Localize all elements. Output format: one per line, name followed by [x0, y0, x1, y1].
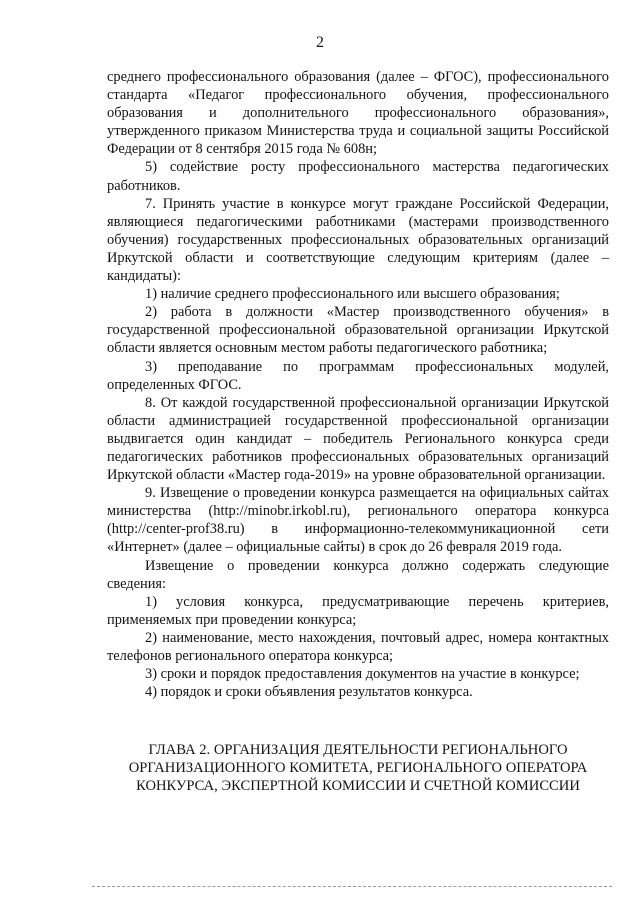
- paragraph-criterion-2: 2) работа в должности «Мастер производственного обучения» в государственной профессиональной образовательной организации Иркутской области является основным местом работы педагогического работника;: [107, 304, 609, 357]
- paragraph-criterion-1: 1) наличие среднего профессионального или высшего образования;: [145, 286, 560, 303]
- chapter-heading-line: ГЛАВА 2. ОРГАНИЗАЦИЯ ДЕЯТЕЛЬНОСТИ РЕГИОНАЛЬНОГО: [148, 742, 568, 758]
- paragraph-notice-3: 3) сроки и порядок предоставления документов на участие в конкурсе;: [145, 666, 580, 683]
- paragraph-notice-2: 2) наименование, место нахождения, почтовый адрес, номера контактных телефонов регионального оператора конкурса;: [107, 629, 609, 664]
- paragraph-notice-1: 1) условия конкурса, предусматривающие перечень критериев, применяемых при проведении конкурса;: [107, 593, 609, 628]
- paragraph-item-8: 8. От каждой государственной профессиональной организации Иркутской области администрацией государственной профессиональной организации выдвигается один кандидат – победитель Регионального конкурса среди педагогических работников профессиональных образовательных организаций Иркутской области «Мастер года-2019» на уровне образовательной организации.: [107, 394, 609, 484]
- chapter-heading-line: ОРГАНИЗАЦИОННОГО КОМИТЕТА, РЕГИОНАЛЬНОГО ОПЕРАТОРА: [128, 760, 588, 777]
- document-body: [107, 68, 609, 701]
- paragraph-notice-contents: Извещение о проведении конкурса должно содержать следующие сведения:: [107, 557, 609, 592]
- page-number: 2: [316, 34, 324, 51]
- paragraph-criterion-3: 3) преподавание по программам профессиональных модулей, определенных ФГОС.: [107, 358, 609, 393]
- paragraph-notice-4: 4) порядок и сроки объявления результатов конкурса.: [145, 684, 473, 701]
- paragraph-item-7: 7. Принять участие в конкурсе могут граждане Российской Федерации, являющиеся педагогическими работниками (мастерами производственного обучения) государственных профессиональных образовательных организаций Иркутской области и соответствующие следующим критериям (далее – кандидаты):: [107, 195, 609, 285]
- scan-edge-line: [92, 886, 612, 887]
- paragraph-item-9: 9. Извещение о проведении конкурса размещается на официальных сайтах министерства (http://minobr.irkobl.ru), регионального оператора конкурса (http://center-prof38.ru) в информационно-телекоммуникационной сети «Интернет» (далее – официальные сайты) в срок до 26 февраля 2019 года.: [107, 485, 609, 556]
- chapter-heading-line: КОНКУРСА, ЭКСПЕРТНОЙ КОМИССИИ И СЧЕТНОЙ КОМИССИИ: [136, 778, 580, 795]
- paragraph-goal-5: 5) содействие росту профессионального мастерства педагогических работников.: [107, 159, 609, 194]
- paragraph-fgos-continuation: среднего профессионального образования (далее – ФГОС), профессионального стандарта «Педагог профессионального обучения, профессионального образования и дополнительного профессионального образования», утвержденного приказом Министерства труда и социальной защиты Российской Федерации от 8 сентября 2015 года № 608н;: [107, 69, 609, 158]
- chapter-heading: [107, 741, 609, 796]
